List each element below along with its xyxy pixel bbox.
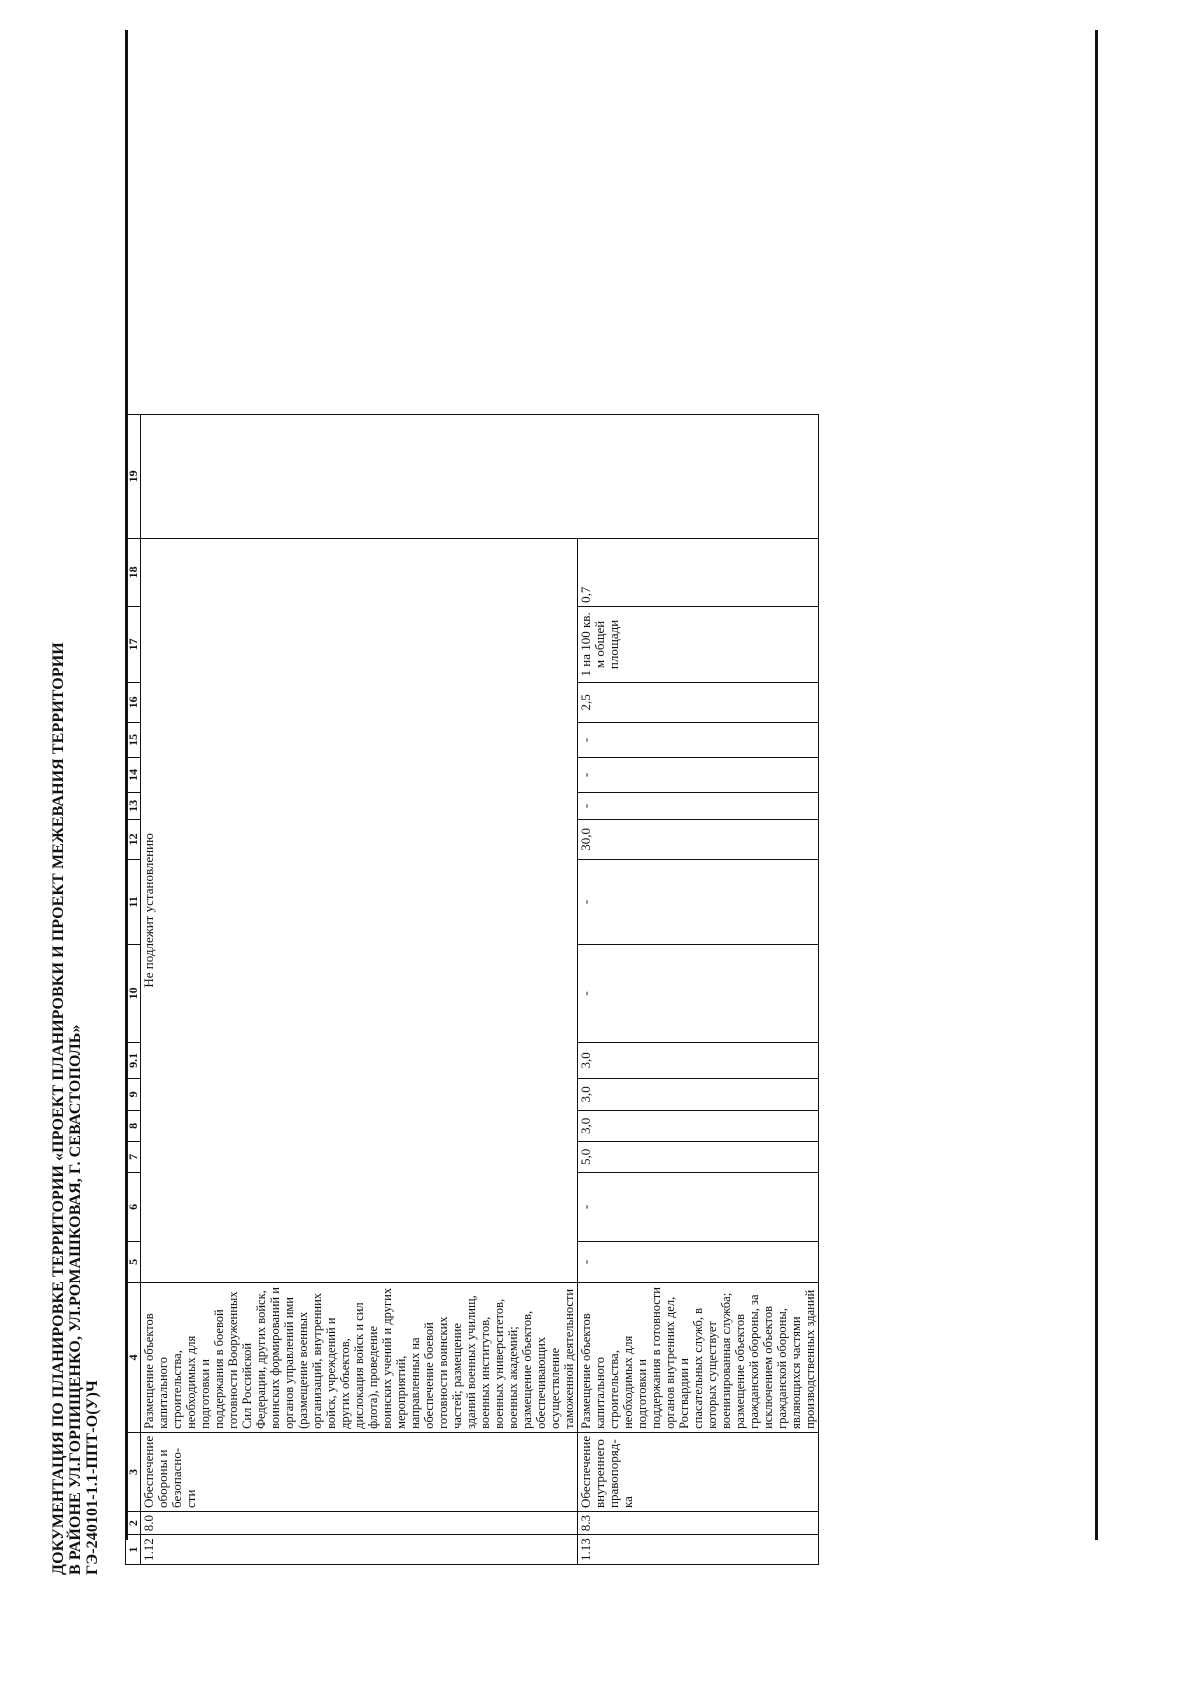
col-number: 6	[126, 1172, 141, 1241]
col-number: 3	[126, 1432, 141, 1511]
value-cell: -	[578, 1241, 819, 1282]
col-number: 9	[126, 1078, 141, 1110]
header-line-3: ГЭ-240101-1.1-ППТ-О(У)Ч	[84, 1380, 101, 1575]
col-number: 1	[126, 1535, 141, 1565]
zone-code: 8.0	[141, 1512, 578, 1535]
col-number: 9.1	[126, 1042, 141, 1078]
header-line-1: ДОКУМЕНТАЦИЯ ПО ПЛАНИРОВКЕ ТЕРРИТОРИИ «ПРОЕКТ ПЛАНИРОВКИ И ПРОЕКТ МЕЖЕВАНИЯ ТЕРРИТОРИИ	[50, 642, 67, 1575]
value-cell: 3,0	[578, 1110, 819, 1141]
value-cell: -	[578, 859, 819, 944]
header-line-2: В РАЙОНЕ УЛ.ГОРПИЩЕНКО, УЛ.РОМАШКОВАЯ, Г. СЕВАСТОПОЛЬ»	[67, 1024, 84, 1575]
right-rule	[1095, 30, 1098, 1540]
col-number: 2	[126, 1512, 141, 1535]
value-cell: 3,0	[578, 1078, 819, 1110]
col-number: 8	[126, 1110, 141, 1141]
value-cell: 0,7	[578, 538, 819, 606]
col-number: 18	[126, 538, 141, 606]
col-number: 11	[126, 859, 141, 944]
col-number: 5	[126, 1241, 141, 1282]
value-cell: 2,5	[578, 682, 819, 722]
col-number: 16	[126, 682, 141, 722]
document-header	[50, 642, 101, 1575]
row-number: 1.12	[141, 1535, 578, 1565]
use-name: Обеспечение внутреннего правопоряд-ка	[578, 1432, 819, 1511]
value-cell: 3,0	[578, 1042, 819, 1078]
value-cell: 5,0	[578, 1141, 819, 1172]
value-cell: -	[578, 944, 819, 1042]
value-cell: -	[578, 722, 819, 757]
use-name: Обеспечение обороны и безопасно-сти	[141, 1432, 578, 1511]
col-19-cell	[141, 414, 819, 538]
col-number: 14	[126, 757, 141, 792]
col-number: 4	[126, 1282, 141, 1432]
col-number: 12	[126, 819, 141, 859]
row-number: 1.13	[578, 1535, 819, 1565]
value-cell: 30,0	[578, 819, 819, 859]
table-row	[141, 414, 578, 1564]
value-cell: -	[578, 757, 819, 792]
column-number-row	[126, 414, 141, 1564]
col-number: 17	[126, 606, 141, 682]
rotated-page	[0, 255, 1000, 1705]
use-description: Размещение объектов капитального строительства, необходимых для подготовки и поддержания в боевой готовности Вооруженных Сил Российской Федерации, других войск, воинских формирований и органов управлений ими (размещение военных организаций, внутренних войск, учреждений и других объектов, дислокация войск и сил флота), проведение воинских учений и других мероприятий, направленных на обеспечение боевой готовности воинских частей; размещение зданий военных училищ, военных институтов, военных университетов, военных академий; размещение объектов, обеспечивающих осуществление таможенной деятельности	[141, 1282, 578, 1432]
value-cell: -	[578, 1172, 819, 1241]
col-number: 10	[126, 944, 141, 1042]
col-number: 13	[126, 792, 141, 819]
col-number: 19	[126, 414, 141, 538]
col-number: 15	[126, 722, 141, 757]
parking-norm-cell: 1 на 100 кв. м общей площади	[578, 606, 819, 682]
parameters-table	[125, 414, 819, 1565]
value-cell: -	[578, 792, 819, 819]
zone-code: 8.3	[578, 1512, 819, 1535]
use-description: Размещение объектов капитального строительства, необходимых для подготовки и поддержания в готовности органов внутренних дел, Росгвардии и спасательных служб, в которых существует военизированная служба; размещение объектов гражданской обороны, за исключением объектов гражданской обороны, являющихся частями производственных зданий	[578, 1282, 819, 1432]
col-number: 7	[126, 1141, 141, 1172]
table-row	[578, 414, 819, 1564]
merged-not-established: Не подлежит установлению	[141, 538, 578, 1282]
